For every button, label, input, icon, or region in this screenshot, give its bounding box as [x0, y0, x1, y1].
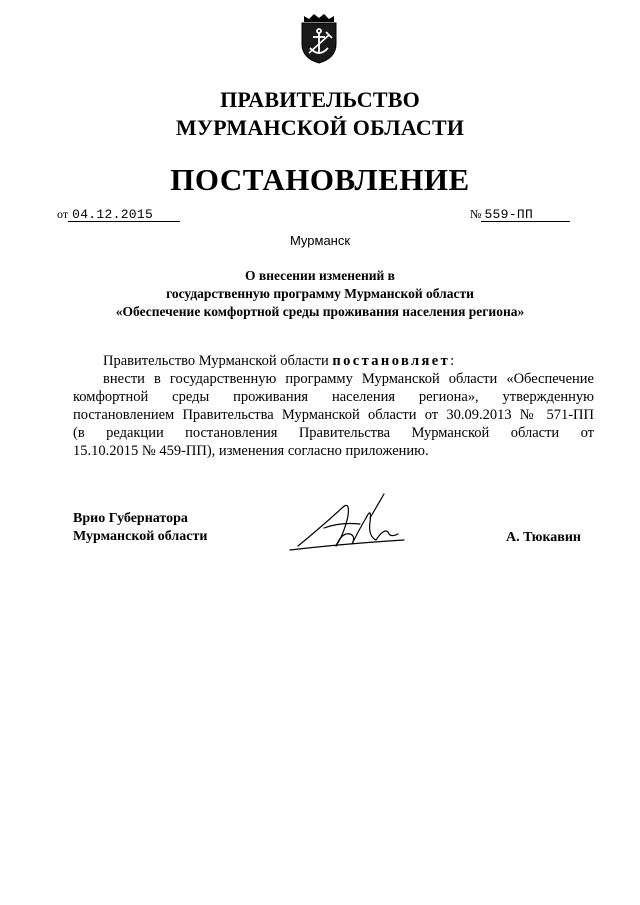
number-field	[470, 207, 570, 222]
decree-intro	[103, 352, 454, 370]
subject-line3: «Обеспечение комфортной среды проживания населения региона»	[115, 304, 525, 319]
document-type-title: ПОСТАНОВЛЕНИЕ	[170, 162, 470, 197]
date-field	[57, 207, 180, 222]
date-value: 04.12.2015	[68, 208, 180, 222]
body-line: (в редакции постановления Правительства Мурманской области от	[73, 425, 594, 441]
body-line: комфортной среды проживания населения региона», утвержденную	[73, 389, 594, 405]
signer-position-line2: Мурманской области	[73, 529, 208, 544]
decree-keyword: постановляет	[332, 353, 451, 369]
subject-line2: государственную программу Мурманской области	[166, 286, 474, 301]
number-value: 559-ПП	[481, 208, 570, 222]
body-line: постановлением Правительства Мурманской области от 30.09.2013 № 571-ПП	[73, 407, 594, 423]
city-name: Мурманск	[289, 233, 351, 248]
decree-colon: :	[450, 353, 455, 369]
decree-intro-text: Правительство Мурманской области	[103, 353, 333, 369]
handwritten-signature	[280, 488, 420, 560]
date-prefix: от	[57, 207, 69, 221]
body-line: внести в государственную программу Мурманской области «Обеспечение	[103, 371, 594, 387]
coat-of-arms-icon	[298, 12, 340, 64]
signer-position-line1: Врио Губернатора	[73, 511, 188, 526]
subject-line1: О внесении изменений в	[245, 268, 395, 283]
government-name-line2: МУРМАНСКОЙ ОБЛАСТИ	[175, 115, 465, 140]
body-line: 15.10.2015 № 459-ПП), изменения согласно приложению.	[73, 443, 429, 459]
number-prefix: №	[470, 207, 482, 221]
signer-name: А. Тюкавин	[506, 530, 581, 545]
government-name-line1: ПРАВИТЕЛЬСТВО	[220, 87, 420, 112]
